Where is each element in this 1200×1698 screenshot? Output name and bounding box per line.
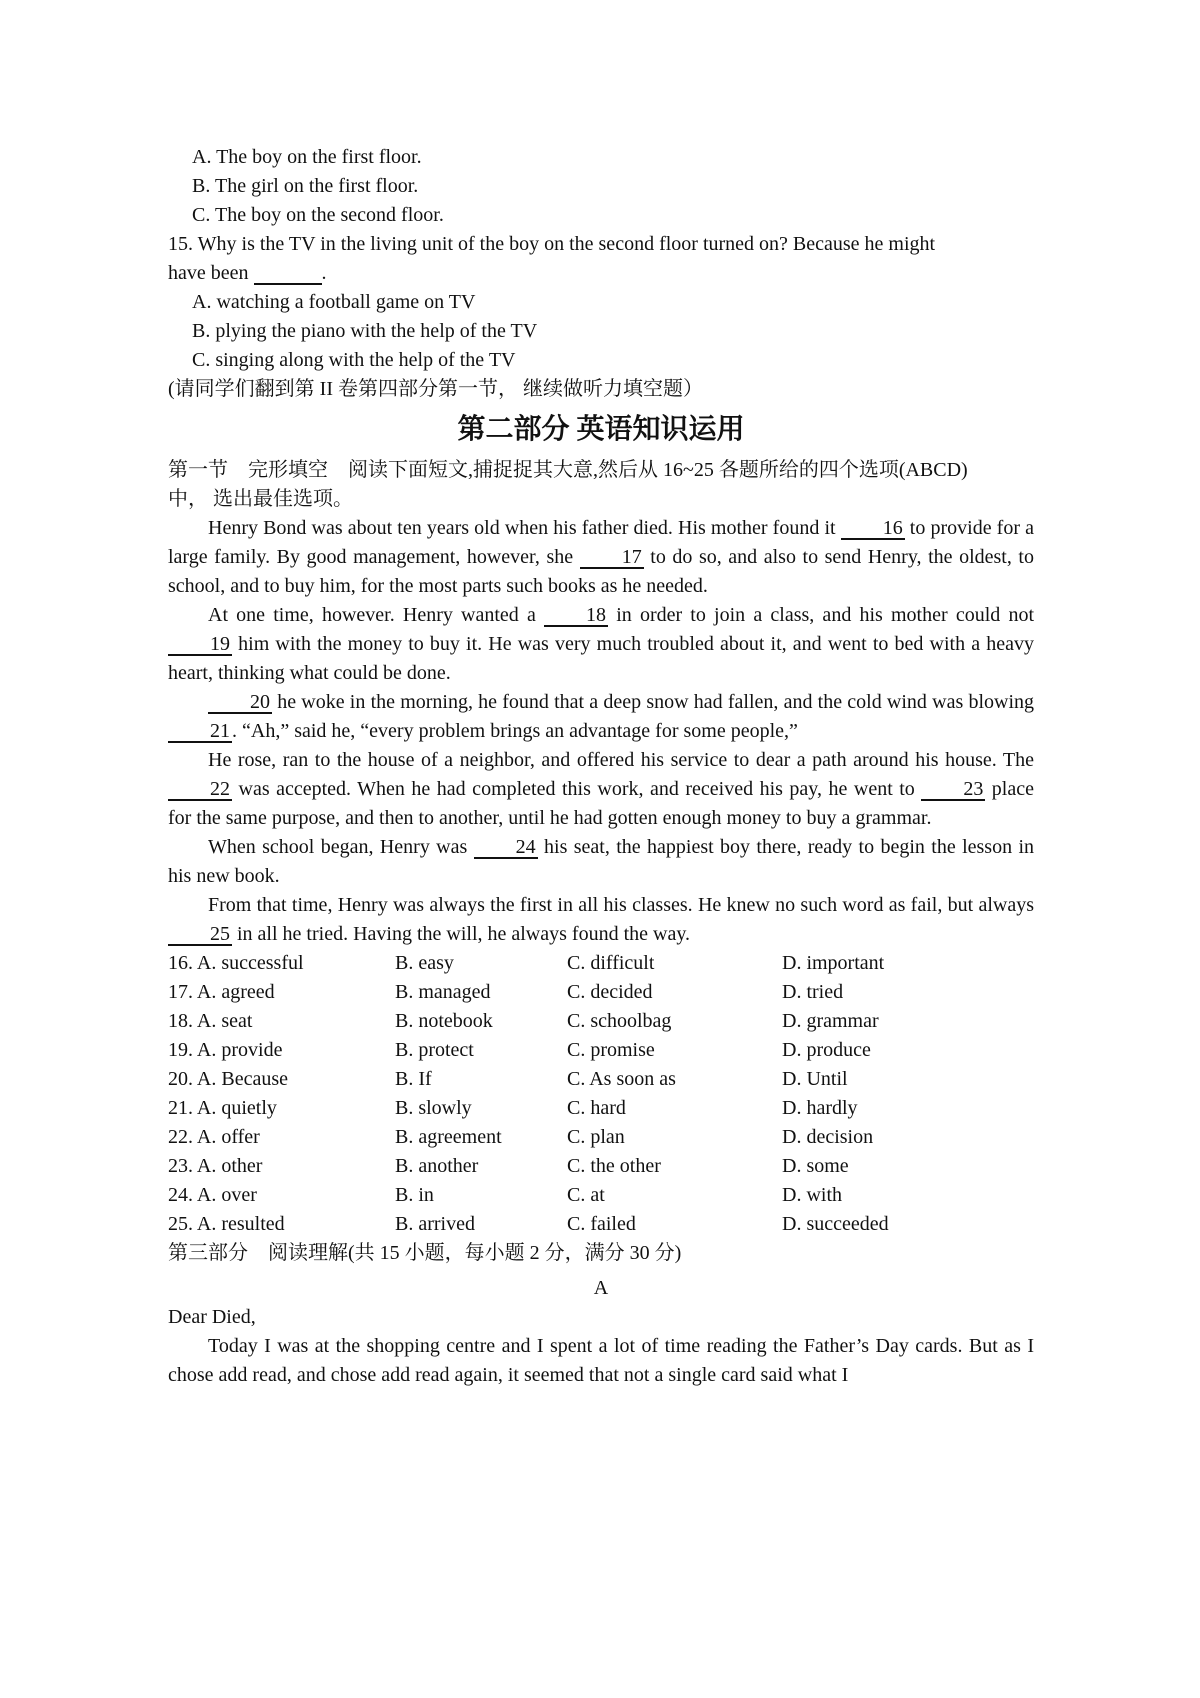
cloze-option-row [168,1181,1034,1210]
question-number: 19. [168,1039,193,1061]
option-a: A. provide [196,1039,283,1061]
option-a: A. resulted [196,1213,285,1235]
option-b: B. another [395,1155,479,1177]
option-d: D. hardly [782,1097,858,1119]
cloze-option-row [168,1094,1034,1123]
question-number: 24. [168,1184,193,1206]
cloze-paragraph: 20 he woke in the morning, he found that a deep snow had fallen, and the cold wind was blowing 21 . “Ah,” said he, “every problem brings an advantage for some people,” [168,688,1034,746]
option-d: D. decision [782,1126,874,1148]
listening-q15-stem-line1: 15. Why is the TV in the living unit of the boy on the second floor turned on? Because he might [168,233,936,255]
listening-q15-option-a: A. watching a football game on TV [192,291,476,313]
cloze-blank: 19 [168,634,232,656]
question-number: 21. [168,1097,193,1119]
listening-q14-option-b: B. The girl on the first floor. [192,175,419,197]
option-a: A. Because [196,1068,288,1090]
option-d: D. important [782,952,885,974]
reading-passage-label: A [593,1277,609,1299]
option-d: D. Until [782,1068,848,1090]
option-a: A. agreed [196,981,275,1003]
part2-heading: 第二部分 英语知识运用 [457,414,745,445]
option-d: D. with [782,1184,842,1206]
cloze-blank: 16 [841,518,905,540]
option-a: A. over [196,1184,257,1206]
option-d: D. grammar [782,1010,879,1032]
option-c: C. decided [567,981,653,1003]
listening-q15-option-c: C. singing along with the help of the TV [192,349,516,371]
option-c: C. at [567,1184,605,1206]
cloze-blank: 22 [168,779,232,801]
option-c: C. plan [567,1126,625,1148]
option-b: B. easy [395,952,454,974]
option-b: B. arrived [395,1213,475,1235]
option-b: B. in [395,1184,434,1206]
cloze-paragraph: He rose, ran to the house of a neighbor, and offered his service to dear a path around his house. The 22 was accepted. When he had completed this work, and received his pay, he went to 23 place for the same purpose, and then to another, until he had gotten enough money to buy a grammar. [168,749,1034,829]
cloze-option-row [168,949,1034,978]
cloze-instructions-line1: 第一节 完形填空 阅读下面短文,捕捉捉其大意,然后从 16~25 各题所给的四个选项(ABCD) [168,459,968,481]
cloze-blank: 17 [580,547,644,569]
option-b: B. notebook [395,1010,493,1032]
question-number: 22. [168,1126,193,1148]
cloze-blank [254,263,322,285]
option-c: C. failed [567,1213,636,1235]
option-b: B. slowly [395,1097,472,1119]
option-a: A. quietly [196,1097,277,1119]
part3-heading: 第三部分 阅读理解(共 15 小题，每小题 2 分，满分 30 分) [168,1242,682,1264]
cloze-option-row [168,1210,1034,1239]
option-c: C. hard [567,1097,626,1119]
cloze-blank: 24 [474,837,538,859]
option-a: A. offer [196,1126,260,1148]
cloze-blank: 25 [168,924,232,946]
question-number: 20. [168,1068,193,1090]
question-number: 18. [168,1010,193,1032]
option-a: A. seat [196,1010,253,1032]
cloze-instructions-line2: 中， 选出最佳选项。 [168,488,353,510]
letter-salutation: Dear Died, [168,1306,256,1328]
option-c: C. difficult [567,952,655,974]
option-d: D. produce [782,1039,871,1061]
listening-turn-note: (请同学们翻到第 II 卷第四部分第一节， 继续做听力填空题） [168,378,703,400]
option-c: C. schoolbag [567,1010,672,1032]
option-d: D. tried [782,981,844,1003]
cloze-paragraph: Henry Bond was about ten years old when his father died. His mother found it 16 to provide for a large family. By good management, however, she 17 to do so, and also to send Henry, the oldest, to school, and to buy him, for the most parts such books as he needed. [168,517,1034,597]
cloze-option-row [168,1152,1034,1181]
cloze-blank: 21 [168,721,232,743]
option-a: A. successful [196,952,304,974]
letter-paragraph: Today I was at the shopping centre and I spent a lot of time reading the Father’s Day cards. But as I chose add read, and chose add read again, it seemed that not a single card said what I [168,1335,1034,1386]
cloze-paragraph: At one time, however. Henry wanted a 18 in order to join a class, and his mother could not 19 him with the money to buy it. He was very much troubled about it, and went to bed with a heavy heart, thinking what could be done. [168,604,1034,684]
cloze-blank: 23 [921,779,985,801]
listening-q14-option-c: C. The boy on the second floor. [192,204,444,226]
cloze-paragraph: From that time, Henry was always the first in all his classes. He knew no such word as fail, but always 25 in all he tried. Having the will, he always found the way. [168,891,1034,949]
question-number: 17. [168,981,193,1003]
question-number: 16. [168,952,193,974]
option-b: B. agreement [395,1126,502,1148]
listening-q15-option-b: B. plying the piano with the help of the TV [192,320,538,342]
cloze-option-row [168,1065,1034,1094]
cloze-option-row [168,978,1034,1007]
option-d: D. some [782,1155,849,1177]
option-c: C. promise [567,1039,655,1061]
option-b: B. protect [395,1039,474,1061]
option-a: A. other [196,1155,263,1177]
cloze-option-row [168,1007,1034,1036]
cloze-option-row [168,1123,1034,1152]
option-c: C. the other [567,1155,661,1177]
option-b: B. managed [395,981,491,1003]
question-number: 25. [168,1213,193,1235]
option-b: B. If [395,1068,432,1090]
question-number: 23. [168,1155,193,1177]
cloze-paragraph: When school began, Henry was 24 his seat, the happiest boy there, ready to begin the lesson in his new book. [168,836,1034,887]
cloze-blank: 20 [208,692,272,714]
listening-q15-stem-line2: have been . [168,262,327,284]
cloze-option-row [168,1036,1034,1065]
cloze-blank: 18 [544,605,608,627]
option-c: C. As soon as [567,1068,676,1090]
listening-q14-option-a: A. The boy on the first floor. [192,146,422,168]
option-d: D. succeeded [782,1213,889,1235]
